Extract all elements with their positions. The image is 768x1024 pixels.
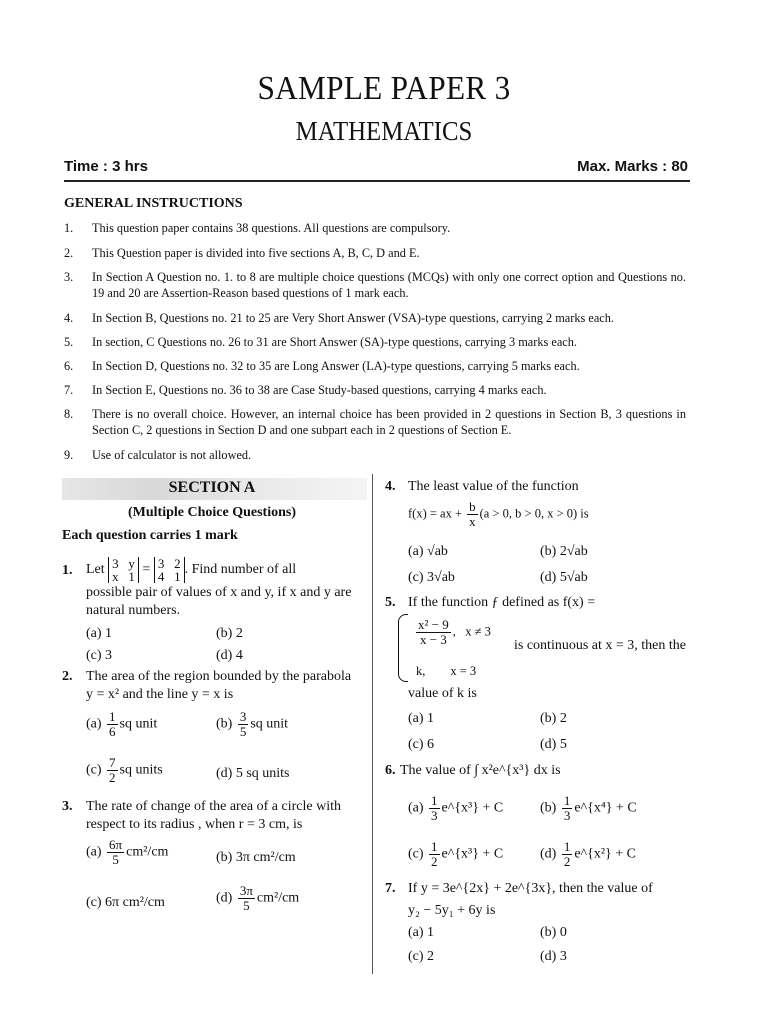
question-text: If y = 3e^{2x} + 2e^{3x}, then the value of — [408, 881, 653, 896]
instruction-number: 3. — [64, 270, 74, 284]
time-label: Time : 3 hrs — [64, 158, 148, 175]
numerator: 6π — [109, 837, 123, 852]
determinant-left — [108, 557, 139, 583]
matrix-entry: 4 — [157, 568, 165, 584]
fraction — [429, 794, 440, 823]
denominator: 3 — [563, 808, 571, 823]
denominator: x − 3 — [419, 632, 447, 647]
matrix-entry: y — [128, 555, 135, 571]
expr-part: e^{x³} + C — [441, 846, 504, 862]
denominator: 2 — [109, 770, 116, 785]
function-expression — [408, 500, 589, 529]
option-label: (a) — [408, 800, 424, 816]
numerator: 1 — [431, 839, 438, 854]
instruction-item — [64, 447, 686, 463]
instruction-item — [64, 334, 686, 350]
denominator: 3 — [431, 808, 438, 823]
section-title: SECTION A — [168, 479, 256, 496]
option-d: (d) 5√ab — [540, 570, 588, 585]
instruction-item — [64, 310, 686, 326]
denominator: 2 — [431, 854, 438, 869]
numerator: 3π — [239, 883, 253, 898]
instruction-text: There is no overall choice. However, an internal choice has been provided in 2 questions in Section B, 3 questions in Section C, 2 questions in Section D and one subpart each in 2 questions of Section E. — [92, 407, 686, 437]
instruction-text: In section, C Questions no. 26 to 31 are Short Answer (SA)-type questions, carrying 3 marks each. — [92, 335, 577, 349]
instruction-text: In Section B, Questions no. 21 to 25 are Very Short Answer (VSA)-type questions, carrying 2 marks each. — [92, 311, 614, 325]
option-b: (b) 0 — [540, 925, 567, 940]
denominator: 6 — [109, 724, 116, 739]
numerator: 7 — [109, 755, 116, 770]
fraction — [416, 618, 451, 647]
question-text: y = x² and the line y = x is — [86, 687, 234, 702]
option-c — [408, 840, 503, 869]
matrix-entry: 3 — [157, 555, 165, 571]
fraction — [562, 794, 573, 823]
question-1-stem — [86, 553, 296, 587]
matrix-entry: 1 — [174, 568, 181, 584]
instruction-text: In Section E, Questions no. 36 to 38 are Case Study-based questions, carrying 4 marks each. — [92, 383, 547, 397]
subject-title: MATHEMATICS — [295, 116, 473, 146]
fraction — [238, 710, 249, 739]
instruction-number: 6. — [64, 359, 74, 373]
max-marks-label: Max. Marks : 80 — [577, 158, 688, 175]
comma: , — [452, 624, 456, 639]
option-b: (b) 2 — [540, 711, 567, 726]
expr-part: e^{x⁴} + C — [574, 800, 637, 816]
option-d: (d) 5 — [540, 737, 567, 752]
section-marks-note: Each question carries 1 mark — [62, 528, 238, 543]
numerator: 1 — [431, 793, 438, 808]
instruction-text: This Question paper is divided into five sections A, B, C, D and E. — [92, 246, 420, 260]
question-number: 3. — [62, 799, 73, 814]
fraction — [107, 838, 124, 867]
denominator: 5 — [112, 852, 119, 867]
option-c: (c) 3√ab — [408, 570, 455, 585]
numerator: 3 — [239, 709, 247, 724]
question-text: possible pair of values of x and y, if x and y are — [86, 585, 352, 600]
fraction — [429, 840, 440, 869]
expr-part: f(x) = ax + — [408, 506, 463, 521]
unit-text: sq unit — [250, 716, 289, 732]
option-label: (a) — [86, 716, 102, 732]
option-d: (d) 5 sq units — [216, 766, 290, 781]
header-divider — [64, 180, 690, 182]
denominator: 5 — [239, 724, 247, 739]
numerator: x² − 9 — [418, 617, 449, 632]
instruction-number: 7. — [64, 383, 74, 397]
instruction-item — [64, 269, 686, 301]
option-b — [216, 710, 288, 739]
denominator: 5 — [243, 898, 250, 913]
instruction-item — [64, 406, 686, 438]
q1-tail: . Find number of all — [184, 562, 297, 577]
option-label: (c) — [86, 762, 102, 778]
matrix-entry: 3 — [112, 555, 119, 571]
option-b: (b) 2 — [216, 626, 243, 641]
question-text: value of k is — [408, 686, 477, 701]
piecewise-case-1 — [414, 618, 491, 647]
instruction-text: In Section D, Questions no. 32 to 35 are Long Answer (LA)-type questions, carrying 5 marks each. — [92, 359, 580, 373]
numerator: 1 — [109, 709, 116, 724]
option-d: (d) 3 — [540, 949, 567, 964]
paper-title: SAMPLE PAPER 3 — [257, 70, 511, 107]
instruction-item — [64, 245, 686, 261]
option-a — [86, 838, 168, 867]
question-text: natural numbers. — [86, 603, 181, 618]
fraction — [107, 756, 118, 785]
option-d — [216, 884, 299, 913]
question-text: The rate of change of the area of a circle with — [86, 799, 341, 814]
condition: x ≠ 3 — [465, 624, 491, 639]
case-value: k, — [416, 664, 426, 678]
fraction — [238, 884, 255, 913]
instruction-number: 2. — [64, 246, 74, 260]
option-b — [540, 794, 637, 823]
option-a: (a) 1 — [408, 711, 435, 726]
matrix-entry: 1 — [128, 568, 135, 584]
fraction — [467, 500, 478, 529]
option-label: (c) — [408, 846, 424, 862]
option-a: (a) 1 — [408, 925, 435, 940]
fraction — [107, 710, 118, 739]
expr-part: e^{x²} + C — [574, 846, 636, 862]
instruction-text: This question paper contains 38 questions. All questions are compulsory. — [92, 221, 451, 235]
question-text: The area of the region bounded by the parabola — [86, 669, 352, 684]
question-text: The least value of the function — [408, 479, 579, 494]
option-d: (d) 4 — [216, 648, 243, 663]
question-number: 7. — [385, 881, 396, 896]
matrix-entry: x — [112, 568, 119, 584]
option-label: (b) — [216, 716, 233, 732]
fraction — [562, 840, 573, 869]
instruction-number: 1. — [64, 221, 74, 235]
denominator: 2 — [563, 854, 571, 869]
numerator: 1 — [563, 793, 571, 808]
section-subtitle: (Multiple Choice Questions) — [128, 505, 296, 520]
option-a — [86, 710, 157, 739]
instruction-item — [64, 358, 686, 374]
condition: x = 3 — [450, 664, 477, 678]
determinant-right — [154, 557, 185, 583]
matrix-entry: 2 — [174, 555, 181, 571]
numerator: 1 — [563, 839, 571, 854]
question-number: 1. — [62, 563, 73, 578]
instruction-text: Use of calculator is not allowed. — [92, 448, 252, 462]
q1-let: Let — [86, 562, 105, 577]
expr-part: (a > 0, b > 0, x > 0) is — [479, 506, 589, 521]
instruction-number: 4. — [64, 311, 74, 325]
instruction-number: 9. — [64, 448, 74, 462]
piecewise-case-2 — [416, 662, 476, 680]
question-text: y₂ − 5y₁ + 6y is — [408, 903, 496, 918]
option-label: (b) — [540, 800, 557, 816]
option-b: (b) 2√ab — [540, 544, 588, 559]
question-text: is continuous at x = 3, then the — [514, 638, 686, 653]
instruction-number: 5. — [64, 335, 74, 349]
question-text: If the function ƒ defined as f(x) = — [408, 595, 596, 610]
instruction-item — [64, 382, 686, 398]
option-c: (c) 2 — [408, 949, 435, 964]
column-divider — [372, 474, 373, 974]
instruction-text: In Section A Question no. 1. to 8 are multiple choice questions (MCQs) with only one correct option and Questions no. 19 and 20 are Assertion-Reason based questions of 1 mark each. — [92, 270, 686, 300]
option-c: (c) 3 — [86, 648, 113, 663]
instruction-number: 8. — [64, 407, 74, 421]
instructions-heading: GENERAL INSTRUCTIONS — [64, 196, 243, 211]
instruction-item — [64, 220, 686, 236]
option-a: (a) 1 — [86, 626, 113, 641]
unit-text: cm²/cm — [256, 890, 300, 906]
unit-text: sq units — [119, 762, 163, 778]
option-a: (a) √ab — [408, 544, 448, 559]
option-c: (c) 6π cm²/cm — [86, 895, 165, 910]
option-d — [540, 840, 636, 869]
unit-text: cm²/cm — [126, 844, 169, 860]
question-text: The value of ∫ x²e^{x³} dx is — [400, 763, 561, 778]
question-number: 5. — [385, 595, 396, 610]
question-number: 4. — [385, 479, 396, 494]
numerator: b — [469, 499, 476, 514]
option-c: (c) 6 — [408, 737, 435, 752]
option-label: (d) — [216, 890, 233, 906]
unit-text: sq unit — [119, 716, 158, 732]
question-number: 6. — [385, 763, 396, 778]
option-c — [86, 756, 163, 785]
denominator: x — [469, 514, 476, 529]
option-label: (a) — [86, 844, 102, 860]
equals-sign: = — [142, 562, 151, 577]
option-a — [408, 794, 503, 823]
option-label: (d) — [540, 846, 557, 862]
question-text: respect to its radius , when r = 3 cm, is — [86, 817, 303, 832]
piecewise-brace — [398, 614, 408, 682]
expr-part: e^{x³} + C — [441, 800, 504, 816]
question-number: 2. — [62, 669, 73, 684]
option-b: (b) 3π cm²/cm — [216, 850, 296, 865]
